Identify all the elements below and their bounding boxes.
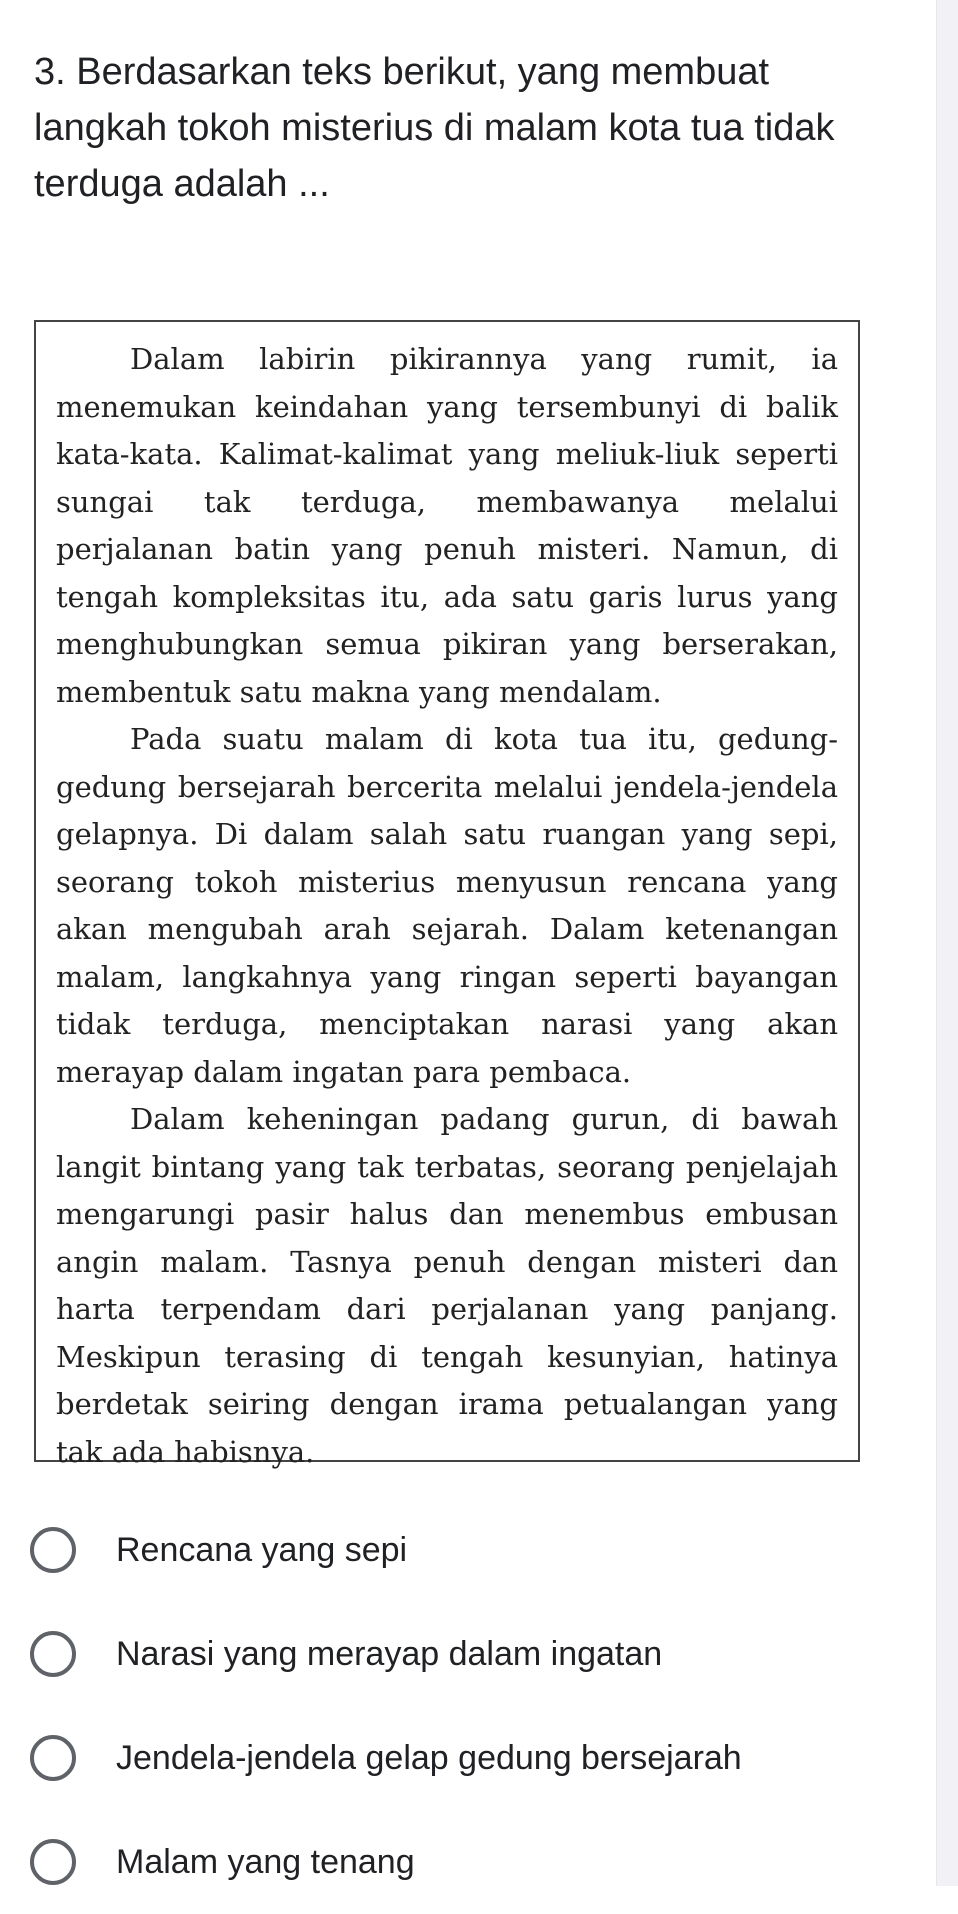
option-label[interactable]: Rencana yang sepi (116, 1530, 408, 1569)
passage-paragraph-3: Dalam keheningan padang gurun, di bawah langit bintang yang tak terbatas, seorang penjelajah mengarungi pasir halus dan menembus embusan angin malam. Tasnya penuh dengan misteri dan harta terpendam dari perjalanan yang panjang. Meskipun terasing di tengah kesunyian, hatinya berdetak seiring dengan irama petualangan yang tak ada habisnya. (56, 1102, 838, 1469)
question-text: 3. Berdasarkan teks berikut, yang membuat langkah tokoh misterius di malam kota tua tidak terduga adalah ... (34, 51, 835, 205)
option-jendela-jendela-gelap[interactable] (30, 1706, 910, 1810)
radio-circle-icon[interactable] (30, 1631, 76, 1677)
radio-circle-icon[interactable] (30, 1839, 76, 1885)
option-label[interactable]: Jendela-jendela gelap gedung bersejarah (116, 1738, 742, 1777)
option-label[interactable]: Narasi yang merayap dalam ingatan (116, 1634, 663, 1673)
radio-circle-icon[interactable] (30, 1735, 76, 1781)
passage-paragraph-2: Pada suatu malam di kota tua itu, gedung-gedung bersejarah bercerita melalui jendela-jendela gelapnya. Di dalam salah satu ruangan yang sepi, seorang tokoh misterius menyusun rencana yang akan mengubah arah sejarah. Dalam ketenangan malam, langkahnya yang ringan seperti bayangan tidak terduga, menciptakan narasi yang akan merayap dalam ingatan para pembaca. (56, 722, 838, 1089)
option-rencana-yang-sepi[interactable] (30, 1498, 910, 1602)
option-narasi-yang-merayap[interactable] (30, 1602, 910, 1706)
option-malam-yang-tenang[interactable] (30, 1810, 910, 1914)
option-label[interactable]: Malam yang tenang (116, 1842, 415, 1881)
passage-paragraph-1: Dalam labirin pikirannya yang rumit, ia menemukan keindahan yang tersembunyi di balik kata-kata. Kalimat-kalimat yang meliuk-liuk seperti sungai tak terduga, membawanya melalui perjalanan batin yang penuh misteri. Namun, di tengah kompleksitas itu, ada satu garis lurus yang menghubungkan semua pikiran yang berserakan, membentuk satu makna yang mendalam. (56, 342, 838, 709)
passage-box (34, 320, 860, 1469)
answer-options (30, 1498, 910, 1914)
radio-circle-icon[interactable] (30, 1527, 76, 1573)
right-edge-strip (936, 0, 958, 1886)
